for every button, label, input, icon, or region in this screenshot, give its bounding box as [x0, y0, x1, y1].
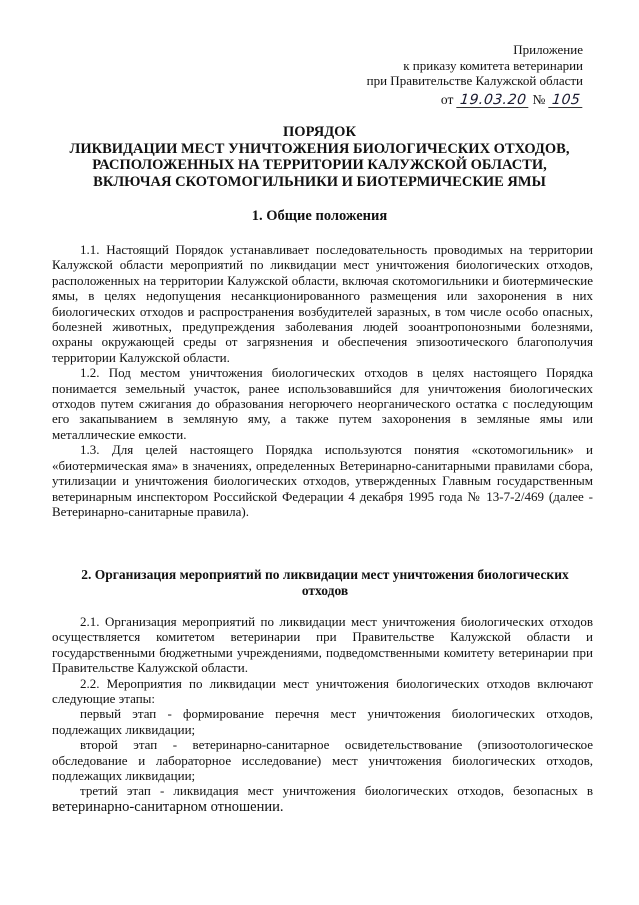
title-line-2: ЛИКВИДАЦИИ МЕСТ УНИЧТОЖЕНИЯ БИОЛОГИЧЕСКИХ ОТХОДОВ,	[69, 140, 570, 157]
number-prefix: №	[532, 91, 546, 107]
appendix-label: Приложение	[513, 42, 583, 57]
paragraph-2-2: 2.2. Мероприятия по ликвидации мест уничтожения биологических отходов включают следующие этапы:	[52, 675, 593, 707]
section-2-heading-line-2: отходов	[301, 582, 349, 598]
stage-3-text-end: ветеринарно-санитарном отношении.	[52, 798, 284, 815]
section-1-body	[52, 242, 593, 519]
paragraph-stage-1: первый этап - формирование перечня мест уничтожения биологических отходов, подлежащих ликвидации;	[52, 706, 593, 737]
handwritten-number: 105	[548, 94, 584, 108]
stage-3-text-start: третий этап - ликвидация мест уничтожения биологических отходов, безопасных в	[80, 783, 593, 799]
paragraph-2-1: 2.1. Организация мероприятий по ликвидации мест уничтожения биологических отходов осуществляется комитетом ветеринарии при Правительстве Калужской области и государственными бюджетными учреждениями, подведомственными комитету ветеринарии при Правительстве Калужской области.	[52, 614, 593, 676]
appendix-block	[367, 42, 583, 108]
title-line-4: ВКЛЮЧАЯ СКОТОМОГИЛЬНИКИ И БИОТЕРМИЧЕСКИЕ ЯМЫ	[93, 173, 546, 190]
title-line-3: РАСПОЛОЖЕННЫХ НА ТЕРРИТОРИИ КАЛУЖСКОЙ ОБЛАСТИ,	[92, 157, 547, 173]
appendix-authority: при Правительстве Калужской области	[366, 73, 583, 88]
document-title	[40, 124, 599, 190]
appendix-date-number	[367, 92, 583, 108]
date-prefix: от	[440, 91, 454, 107]
paragraph-1-3: 1.3. Для целей настоящего Порядка используются понятия «скотомогильник» и «биотермическая яма» в значениях, определенных Ветеринарно-санитарными правилами сбора, утилизации и уничтожения биологических отходов, утвержденных Главным государственным ветеринарным инспектором Российской Федерации 4 декабря 1995 года № 13-7-2/469 (далее - Ветеринарно-санитарные правила).	[52, 442, 593, 519]
paragraph-1-1: 1.1. Настоящий Порядок устанавливает последовательность проводимых на территории Калужской области мероприятий по ликвидации мест уничтожения биологических отходов, расположенных на территории Калужской области, включая скотомогильники и биотермические ямы, в целях недопущения несанкционированного размещения или захоронения в них биологических отходов и распространения возбудителей заразных, в том числе особо опасных, болезней животных, предупреждения заболевания людей зооантропонозными болезнями, охраны окружающей среды от загрязнения и обеспечения эпизоотического благополучия территории Калужской области.	[52, 242, 593, 365]
section-2-heading-line-1: 2. Организация мероприятий по ликвидации мест уничтожения биологических	[81, 567, 569, 582]
section-1-heading: 1. Общие положения	[251, 208, 388, 224]
paragraph-stage-2: второй этап - ветеринарно-санитарное освидетельствование (эпизоотологическое обследование и лабораторное исследование) мест уничтожения биологических отходов, подлежащих ликвидации;	[52, 737, 593, 784]
paragraph-stage-3	[52, 783, 593, 815]
section-2-heading	[60, 567, 590, 598]
section-2-body	[52, 614, 593, 815]
handwritten-date: 19.03.20	[456, 94, 530, 108]
paragraph-1-2: 1.2. Под местом уничтожения биологических отходов в целях настоящего Порядка понимается земельный участок, ранее использовавшийся для уничтожения биологических отходов путем сжигания до образования негорючего неорганического остатка с последующим его закапыванием в земляную яму, а также путем захоронения в земляные ямы или металлические емкости.	[52, 365, 593, 442]
appendix-order-ref: к приказу комитета ветеринарии	[403, 57, 583, 73]
title-line-1: ПОРЯДОК	[283, 124, 356, 140]
